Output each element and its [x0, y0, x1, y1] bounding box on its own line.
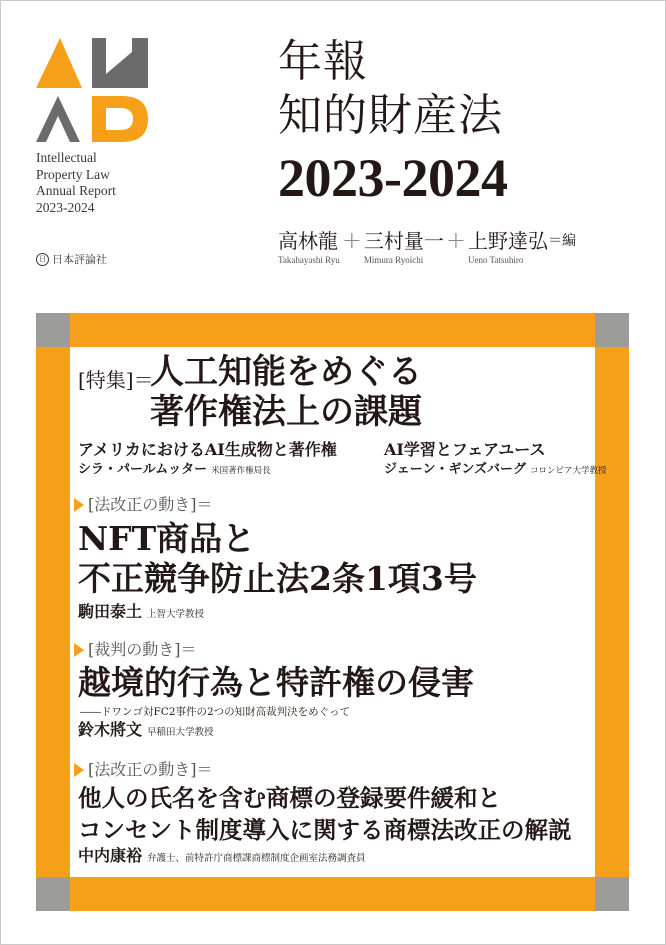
editor-separator: +	[445, 226, 466, 254]
triangle-bullet-icon	[74, 498, 84, 512]
logo-lambda-gray	[36, 96, 80, 142]
special-article-title: アメリカにおけるAI生成物と著作権	[78, 440, 337, 459]
editor-name-jp: 高林龍	[278, 229, 338, 253]
section-author	[78, 720, 214, 743]
editors	[278, 228, 576, 265]
section-label-text: [法改正の動き]＝	[88, 760, 213, 779]
logo-triangle-orange	[36, 38, 82, 88]
band-corner-bottom-right	[595, 877, 629, 911]
editor-name-en: Ueno Tatsuhiro	[467, 255, 524, 265]
author-affiliation: 弁護士、前特許庁商標課商標制度企画室法務調査員	[147, 853, 366, 864]
special-article-author	[384, 462, 606, 479]
logo-english-line: Property Law	[36, 166, 110, 182]
section-label	[74, 640, 197, 660]
editor-separator: +	[341, 226, 362, 254]
editor-name-jp: 三村量一	[363, 229, 444, 253]
section-label	[74, 495, 213, 515]
section-title-line-1: 他人の氏名を含む商標の登録要件緩和と	[78, 784, 501, 812]
editor	[468, 228, 548, 265]
section-title-line-2: コンセント制度導入に関する商標法改正の解説	[78, 816, 572, 844]
author-name: ジェーン・ギンズバーグ	[384, 462, 526, 477]
section-title-line-1: NFT商品と	[78, 519, 256, 558]
author-affiliation: 米国著作権局長	[211, 466, 271, 476]
logo-english-line: 2023-2024	[36, 199, 95, 215]
author-affiliation: 上智大学教授	[147, 609, 205, 620]
logo-mark	[36, 38, 148, 142]
special-title-line-1: 人工知能をめぐる	[150, 352, 422, 392]
title-line-2: 知的財産法	[278, 90, 503, 141]
editor-name-en: Takabayashi Ryu	[278, 255, 340, 265]
band-corner-top-right	[595, 313, 629, 347]
publisher	[36, 251, 107, 267]
logo-english-line: Annual Report	[36, 183, 116, 198]
band-corner-bottom-left	[36, 877, 70, 911]
triangle-bullet-icon	[74, 643, 84, 657]
publisher-name: 日本評論社	[52, 253, 107, 266]
special-article-author	[78, 462, 271, 479]
editor	[364, 228, 444, 265]
author-affiliation: コロンビア大学教授	[529, 466, 607, 476]
section-author	[78, 846, 366, 869]
band-corner-top-left	[36, 313, 70, 347]
logo-english-text	[36, 150, 116, 216]
section-author	[78, 602, 204, 625]
author-name: シラ・パールムッター	[78, 462, 208, 477]
author-name: 中内康裕	[78, 846, 143, 865]
special-label: [特集]＝	[78, 368, 154, 392]
author-name: 鈴木將文	[78, 720, 143, 739]
special-title-line-2: 著作権法上の課題	[150, 392, 422, 432]
title-year: 2023-2024	[278, 148, 508, 208]
editor-name-en: Mimura Ryoichi	[363, 255, 424, 265]
section-title-line-1: 越境的行為と特許権の侵害	[78, 663, 474, 702]
special-article-title: AI学習とフェアユース	[384, 440, 546, 459]
section-label	[74, 760, 213, 780]
logo-english-line: Intellectual	[36, 150, 97, 165]
section-subtitle: ――ドワンゴ対FC2事件の2つの知財高裁判決をめぐって	[80, 706, 350, 718]
editor-name-jp: 上野達弘	[467, 229, 548, 253]
title-line-1: 年報	[278, 36, 368, 87]
publisher-mark-icon: 日	[36, 253, 49, 266]
editor	[278, 228, 340, 265]
author-name: 駒田泰土	[78, 602, 143, 621]
triangle-bullet-icon	[74, 763, 84, 777]
author-affiliation: 早稲田大学教授	[147, 727, 214, 738]
section-label-text: [法改正の動き]＝	[88, 495, 213, 514]
editors-suffix: ＝編	[547, 233, 576, 249]
logo-d-orange	[92, 96, 148, 142]
section-label-text: [裁判の動き]＝	[88, 640, 197, 659]
section-title-line-2: 不正競争防止法2条1項3号	[78, 559, 477, 598]
